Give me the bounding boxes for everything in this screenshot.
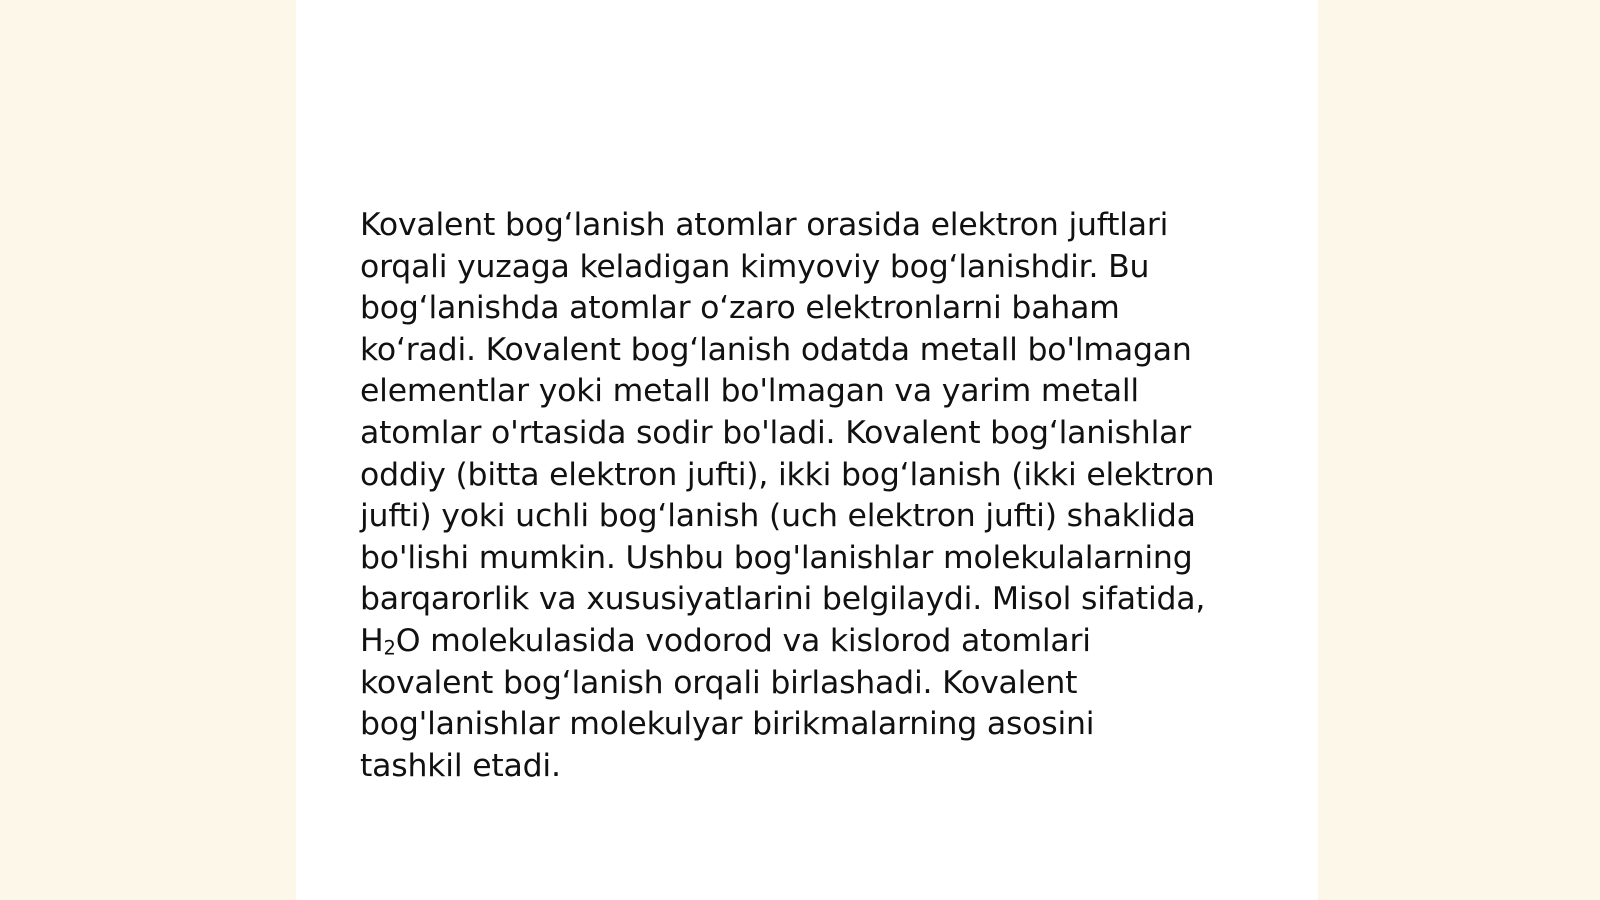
left-margin-panel <box>0 0 296 900</box>
text-line-9: bo'lishi mumkin. Ushbu bog'lanishlar molekulalarning <box>360 539 1193 576</box>
text-line-13: bog'lanishlar molekulyar birikmalarning asosini <box>360 706 1095 743</box>
text-line-3: bogʻlanishda atomlar oʻzaro elektronlarni baham <box>360 290 1120 327</box>
text-line-6: atomlar o'rtasida sodir bo'ladi. Kovalent bogʻlanishlar <box>360 414 1191 451</box>
text-line-10: barqarorlik va xususiyatlarini belgilaydi. Misol sifatida, <box>360 581 1206 618</box>
slide-canvas <box>296 0 1318 900</box>
text-line-7: oddiy (bitta elektron jufti), ikki bogʻlanish (ikki elektron <box>360 456 1215 493</box>
text-line-formula <box>360 621 1260 663</box>
text-line-2: orqali yuzaga keladigan kimyoviy bogʻlanishdir. Bu <box>360 248 1150 285</box>
text-line-12: kovalent bogʻlanish orqali birlashadi. Kovalent <box>360 664 1078 701</box>
formula-line-rest: molekulasida vodorod va kislorod atomlari <box>420 622 1091 659</box>
formula-subscript: 2 <box>383 636 396 660</box>
right-margin-panel <box>1318 0 1600 900</box>
formula-oxygen: O <box>395 622 421 659</box>
text-line-1: Kovalent bogʻlanish atomlar orasida elektron juftlari <box>360 207 1169 243</box>
formula-hydrogen: H <box>360 622 384 659</box>
slide-body-text <box>360 205 1260 787</box>
text-line-14: tashkil etadi. <box>360 747 561 784</box>
text-line-4: koʻradi. Kovalent bogʻlanish odatda metall bo'lmagan <box>360 331 1192 368</box>
text-line-8: jufti) yoki uchli bogʻlanish (uch elektron jufti) shaklida <box>360 498 1196 535</box>
text-line-5: elementlar yoki metall bo'lmagan va yarim metall <box>360 373 1139 410</box>
